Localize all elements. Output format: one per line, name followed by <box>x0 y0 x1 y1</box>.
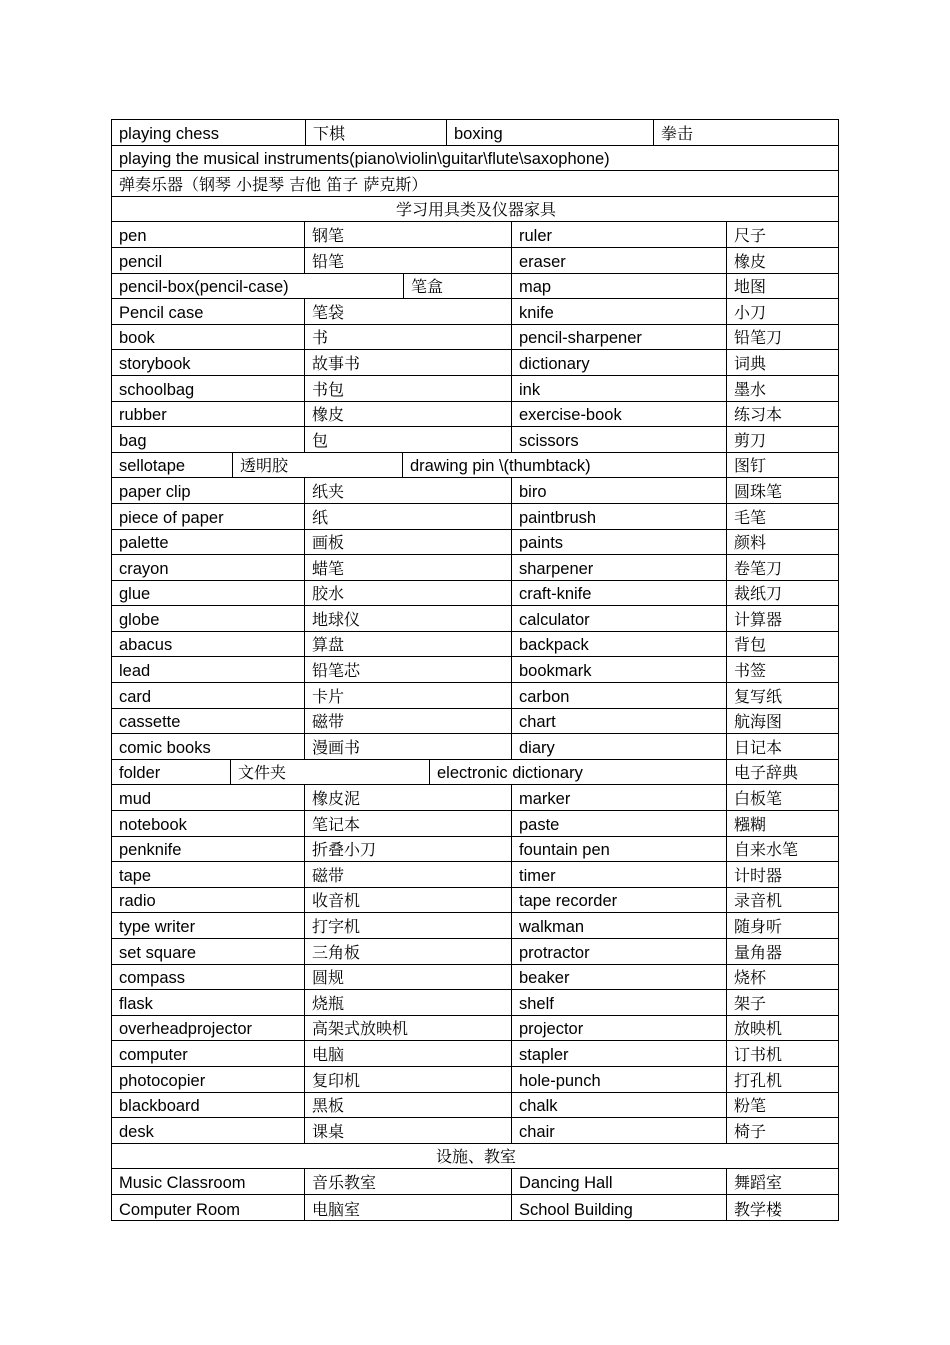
chinese-term-cell: 剪刀 <box>726 427 840 452</box>
chinese-term-cell: 计算器 <box>726 606 840 631</box>
chinese-term-cell: 笔盒 <box>403 274 511 299</box>
chinese-term-cell: 三角板 <box>304 939 511 964</box>
table-row <box>112 555 838 581</box>
chinese-term-cell: 卡片 <box>304 683 511 708</box>
english-term-cell: backpack <box>511 632 726 657</box>
english-term-cell: Pencil case <box>119 303 204 322</box>
section-header-row <box>112 197 838 223</box>
chinese-term-cell: 尺子 <box>726 222 840 247</box>
chinese-term-cell: 小刀 <box>726 299 840 324</box>
english-term-cell: flask <box>119 994 153 1013</box>
english-term-cell: carbon <box>511 683 726 708</box>
chinese-term-cell: 纸夹 <box>304 478 511 503</box>
table-row <box>112 1067 838 1093</box>
english-term-cell: marker <box>511 785 726 810</box>
chinese-term-cell: 量角器 <box>726 939 840 964</box>
chinese-term-cell: 糨糊 <box>726 811 840 836</box>
english-term-cell: globe <box>119 610 160 629</box>
chinese-term-cell: 复写纸 <box>726 683 840 708</box>
chinese-term-cell: 背包 <box>726 632 840 657</box>
english-term-cell: electronic dictionary <box>429 760 726 785</box>
english-term-cell: piece of paper <box>119 508 224 527</box>
english-term-cell: paintbrush <box>511 504 726 529</box>
english-term-cell: storybook <box>119 354 191 373</box>
table-row <box>112 1093 838 1119</box>
english-term-cell: ink <box>511 376 726 401</box>
english-term-cell: set square <box>119 943 197 962</box>
chinese-term-cell: 拳击 <box>653 120 840 145</box>
chinese-term-cell: 画板 <box>304 530 511 555</box>
english-term-cell: hole-punch <box>511 1067 726 1092</box>
table-row <box>112 888 838 914</box>
table-row <box>112 120 838 146</box>
chinese-term-cell: 圆珠笔 <box>726 478 840 503</box>
table-row <box>112 606 838 632</box>
english-term-cell: School Building <box>511 1195 726 1221</box>
english-term-cell: paints <box>511 530 726 555</box>
chinese-term-cell: 粉笔 <box>726 1093 840 1118</box>
chinese-term-cell: 下棋 <box>305 120 446 145</box>
english-term-cell: drawing pin \(thumbtack) <box>402 453 726 478</box>
chinese-term-cell: 烧瓶 <box>304 990 511 1015</box>
english-term-cell: craft-knife <box>511 581 726 606</box>
chinese-term-cell: 透明胶 <box>232 453 402 478</box>
english-term-cell: Computer Room <box>119 1200 241 1219</box>
table-row <box>112 453 838 479</box>
english-term-cell: dictionary <box>511 350 726 375</box>
table-row <box>112 760 838 786</box>
english-term-cell: chair <box>511 1118 726 1143</box>
english-term-cell: protractor <box>511 939 726 964</box>
chinese-term-cell: 磁带 <box>304 862 511 887</box>
table-row <box>112 709 838 735</box>
table-row <box>112 1041 838 1067</box>
table-row <box>112 785 838 811</box>
english-term-cell: chart <box>511 709 726 734</box>
table-row <box>112 990 838 1016</box>
chinese-term-cell: 椅子 <box>726 1118 840 1143</box>
english-term-cell: pen <box>119 226 147 245</box>
table-row <box>112 376 838 402</box>
english-term-cell: lead <box>119 662 151 681</box>
english-term-cell: beaker <box>511 965 726 990</box>
chinese-term-cell: 高架式放映机 <box>304 1016 511 1041</box>
chinese-term-cell: 墨水 <box>726 376 840 401</box>
chinese-term-cell: 打字机 <box>304 913 511 938</box>
chinese-term-cell: 录音机 <box>726 888 840 913</box>
table-row <box>112 632 838 658</box>
chinese-term-cell: 黑板 <box>304 1093 511 1118</box>
table-row <box>112 274 838 300</box>
english-term-cell: penknife <box>119 841 182 860</box>
table-row <box>112 222 838 248</box>
english-term-cell: walkman <box>511 913 726 938</box>
chinese-term-cell: 电脑室 <box>304 1195 511 1221</box>
english-term-cell: rubber <box>119 406 167 425</box>
chinese-term-cell: 随身听 <box>726 913 840 938</box>
chinese-term-cell: 磁带 <box>304 709 511 734</box>
english-term-cell: sellotape <box>119 457 186 476</box>
english-term-cell: pencil-sharpener <box>511 325 726 350</box>
english-term-cell: comic books <box>119 738 211 757</box>
chinese-term-cell: 架子 <box>726 990 840 1015</box>
table-row <box>112 939 838 965</box>
table-row <box>112 530 838 556</box>
english-term-cell: bag <box>119 431 147 450</box>
chinese-term-cell: 蜡笔 <box>304 555 511 580</box>
chinese-term-cell: 放映机 <box>726 1016 840 1041</box>
chinese-term-cell: 卷笔刀 <box>726 555 840 580</box>
chinese-term-cell: 橡皮泥 <box>304 785 511 810</box>
table-row <box>112 504 838 530</box>
english-term-cell: chalk <box>511 1093 726 1118</box>
table-row <box>112 171 838 197</box>
table-row <box>112 1118 838 1144</box>
chinese-term-cell: 圆规 <box>304 965 511 990</box>
table-row <box>112 427 838 453</box>
table-row <box>112 478 838 504</box>
english-term-cell: projector <box>511 1016 726 1041</box>
english-term-cell: paper clip <box>119 482 191 501</box>
english-term-cell: notebook <box>119 815 187 834</box>
english-term-cell: pencil <box>119 252 163 271</box>
chinese-term-cell: 音乐教室 <box>304 1169 511 1194</box>
chinese-term-cell: 弹奏乐器（钢琴 小提琴 吉他 笛子 萨克斯） <box>119 174 428 194</box>
table-row <box>112 350 838 376</box>
english-term-cell: pencil-box(pencil-case) <box>119 278 289 297</box>
chinese-term-cell: 书 <box>304 325 511 350</box>
table-row <box>112 402 838 428</box>
chinese-term-cell: 教学楼 <box>726 1195 840 1221</box>
chinese-term-cell: 橡皮 <box>726 248 840 273</box>
english-term-cell: bookmark <box>511 657 726 682</box>
chinese-term-cell: 书包 <box>304 376 511 401</box>
english-term-cell: ruler <box>511 222 726 247</box>
chinese-term-cell: 铅笔 <box>304 248 511 273</box>
chinese-term-cell: 地图 <box>726 274 840 299</box>
table-row <box>112 1016 838 1042</box>
chinese-term-cell: 钢笔 <box>304 222 511 247</box>
english-term-cell: compass <box>119 969 186 988</box>
english-term-cell: radio <box>119 892 156 911</box>
chinese-term-cell: 胶水 <box>304 581 511 606</box>
section-header-row <box>112 1144 838 1170</box>
table-row <box>112 734 838 760</box>
table-row <box>112 146 838 172</box>
chinese-term-cell: 笔袋 <box>304 299 511 324</box>
english-term-cell: diary <box>511 734 726 759</box>
english-term-cell: knife <box>511 299 726 324</box>
english-term-cell: fountain pen <box>511 837 726 862</box>
chinese-term-cell: 收音机 <box>304 888 511 913</box>
english-term-cell: abacus <box>119 636 173 655</box>
english-term-cell: eraser <box>511 248 726 273</box>
english-term-cell: Dancing Hall <box>511 1169 726 1194</box>
chinese-term-cell: 舞蹈室 <box>726 1169 840 1194</box>
chinese-term-cell: 裁纸刀 <box>726 581 840 606</box>
english-term-cell: computer <box>119 1045 188 1064</box>
english-term-cell: playing chess <box>119 124 219 143</box>
table-row <box>112 862 838 888</box>
chinese-term-cell: 地球仪 <box>304 606 511 631</box>
english-term-cell: sharpener <box>511 555 726 580</box>
chinese-term-cell: 计时器 <box>726 862 840 887</box>
english-term-cell: crayon <box>119 559 169 578</box>
english-term-cell: playing the musical instruments(piano\violin\guitar\flute\saxophone) <box>119 150 610 169</box>
section-title: 学习用具类及仪器家具 <box>395 200 556 220</box>
chinese-term-cell: 打孔机 <box>726 1067 840 1092</box>
english-term-cell: tape <box>119 866 152 885</box>
english-term-cell: exercise-book <box>511 402 726 427</box>
table-row <box>112 837 838 863</box>
english-term-cell: palette <box>119 534 169 553</box>
english-term-cell: schoolbag <box>119 380 195 399</box>
chinese-term-cell: 文件夹 <box>230 760 429 785</box>
chinese-term-cell: 漫画书 <box>304 734 511 759</box>
table-row <box>112 581 838 607</box>
chinese-term-cell: 订书机 <box>726 1041 840 1066</box>
chinese-term-cell: 烧杯 <box>726 965 840 990</box>
chinese-term-cell: 复印机 <box>304 1067 511 1092</box>
english-term-cell: map <box>511 274 726 299</box>
table-row <box>112 811 838 837</box>
table-row <box>112 683 838 709</box>
chinese-term-cell: 故事书 <box>304 350 511 375</box>
english-term-cell: card <box>119 687 152 706</box>
english-term-cell: paste <box>511 811 726 836</box>
english-term-cell: mud <box>119 790 152 809</box>
english-term-cell: desk <box>119 1122 154 1141</box>
chinese-term-cell: 笔记本 <box>304 811 511 836</box>
chinese-term-cell: 折叠小刀 <box>304 837 511 862</box>
chinese-term-cell: 算盘 <box>304 632 511 657</box>
table-row <box>112 913 838 939</box>
english-term-cell: stapler <box>511 1041 726 1066</box>
chinese-term-cell: 纸 <box>304 504 511 529</box>
chinese-term-cell: 词典 <box>726 350 840 375</box>
english-term-cell: glue <box>119 585 151 604</box>
english-term-cell: tape recorder <box>511 888 726 913</box>
english-term-cell: shelf <box>511 990 726 1015</box>
english-term-cell: calculator <box>511 606 726 631</box>
table-row <box>112 325 838 351</box>
english-term-cell: folder <box>119 764 161 783</box>
table-row <box>112 248 838 274</box>
english-term-cell: type writer <box>119 918 196 936</box>
section-title: 设施、教室 <box>435 1147 516 1167</box>
chinese-term-cell: 课桌 <box>304 1118 511 1143</box>
table-row <box>112 1195 838 1221</box>
chinese-term-cell: 包 <box>304 427 511 452</box>
table-row <box>112 657 838 683</box>
chinese-term-cell: 书签 <box>726 657 840 682</box>
chinese-term-cell: 电子辞典 <box>726 760 840 785</box>
english-term-cell: cassette <box>119 713 181 732</box>
english-term-cell: overheadprojector <box>119 1020 252 1039</box>
chinese-term-cell: 自来水笔 <box>726 837 840 862</box>
english-term-cell: Music Classroom <box>119 1173 246 1192</box>
table-row <box>112 1169 838 1195</box>
chinese-term-cell: 日记本 <box>726 734 840 759</box>
chinese-term-cell: 铅笔刀 <box>726 325 840 350</box>
table-row <box>112 299 838 325</box>
english-term-cell: book <box>119 329 155 348</box>
english-term-cell: blackboard <box>119 1097 200 1116</box>
chinese-term-cell: 铅笔芯 <box>304 657 511 682</box>
chinese-term-cell: 毛笔 <box>726 504 840 529</box>
vocabulary-table <box>111 119 839 1221</box>
table-row <box>112 965 838 991</box>
chinese-term-cell: 练习本 <box>726 402 840 427</box>
chinese-term-cell: 白板笔 <box>726 785 840 810</box>
english-term-cell: biro <box>511 478 726 503</box>
english-term-cell: boxing <box>446 120 653 145</box>
chinese-term-cell: 电脑 <box>304 1041 511 1066</box>
chinese-term-cell: 橡皮 <box>304 402 511 427</box>
chinese-term-cell: 图钉 <box>726 453 840 478</box>
chinese-term-cell: 航海图 <box>726 709 840 734</box>
chinese-term-cell: 颜料 <box>726 530 840 555</box>
english-term-cell: scissors <box>511 427 726 452</box>
english-term-cell: timer <box>511 862 726 887</box>
english-term-cell: photocopier <box>119 1071 206 1090</box>
